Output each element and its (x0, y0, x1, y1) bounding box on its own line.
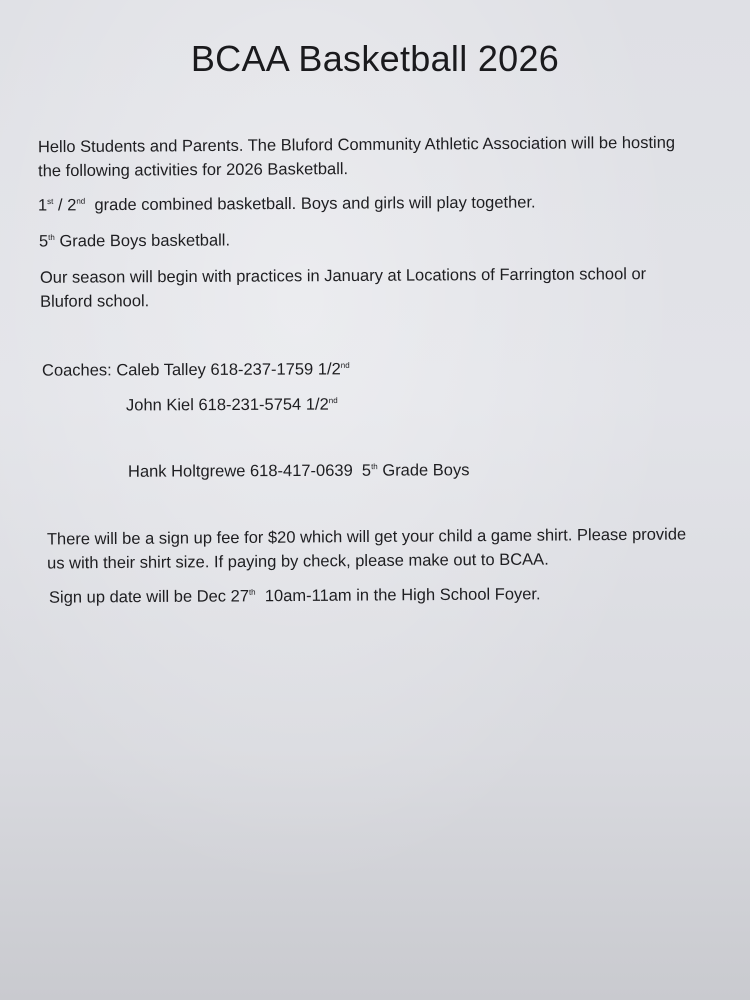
signup-text: Sign up date will be Dec 27 (48, 587, 250, 607)
intro-line-1: Hello Students and Parents. The Bluford Community Athletic Association will be hosting (37, 133, 676, 157)
coach-2: John Kiel 618-231-5754 1/2 (125, 395, 329, 415)
coach-3-sup: th (371, 462, 378, 472)
coach-2-sup: nd (328, 396, 338, 406)
fifth-num-sup: th (48, 232, 55, 242)
coach-line-3 (128, 458, 470, 483)
grade-first-sup: st (47, 196, 54, 206)
fee-line-1: There will be a sign up fee for $20 which will get your child a game shirt. Please provide (46, 525, 687, 549)
signup-line (49, 582, 541, 609)
grade-sep: / 2 (53, 196, 77, 215)
season-line-1: Our season will begin with practices in January at Locations of Farrington school or (39, 265, 647, 287)
signup-sup: th (248, 587, 256, 597)
coach-3: Hank Holtgrewe 618-417-0639 5 (127, 461, 372, 481)
fifth-grade-line (39, 229, 230, 254)
intro-paragraph (38, 131, 675, 183)
fee-line-2: us with their shirt size. If paying by check, please make out to BCAA. (47, 550, 549, 573)
coach-3-rest: Grade Boys (377, 461, 470, 480)
grade-line (38, 190, 536, 217)
document-title: BCAA Basketball 2026 (190, 38, 560, 79)
fifth-rest: Grade Boys basketball. (54, 231, 231, 251)
coach-line-1 (42, 357, 350, 382)
fifth-num: 5 (38, 232, 49, 251)
grade-second-sup: nd (76, 196, 86, 206)
coaches-label: Coaches: (41, 361, 117, 380)
grade-rest: grade combined basketball. Boys and girls will play together. (85, 193, 536, 215)
season-line-2: Bluford school. (40, 292, 150, 311)
fee-paragraph (47, 522, 687, 575)
coach-1-sup: nd (340, 360, 350, 370)
intro-line-2: the following activities for 2026 Basketball. (38, 160, 349, 181)
season-paragraph (40, 262, 647, 314)
signup-rest: 10am-11am in the High School Foyer. (255, 585, 541, 606)
coach-line-2 (126, 393, 338, 418)
coach-1: Caleb Talley 618-237-1759 1/2 (116, 360, 341, 380)
grade-first: 1 (37, 196, 48, 215)
